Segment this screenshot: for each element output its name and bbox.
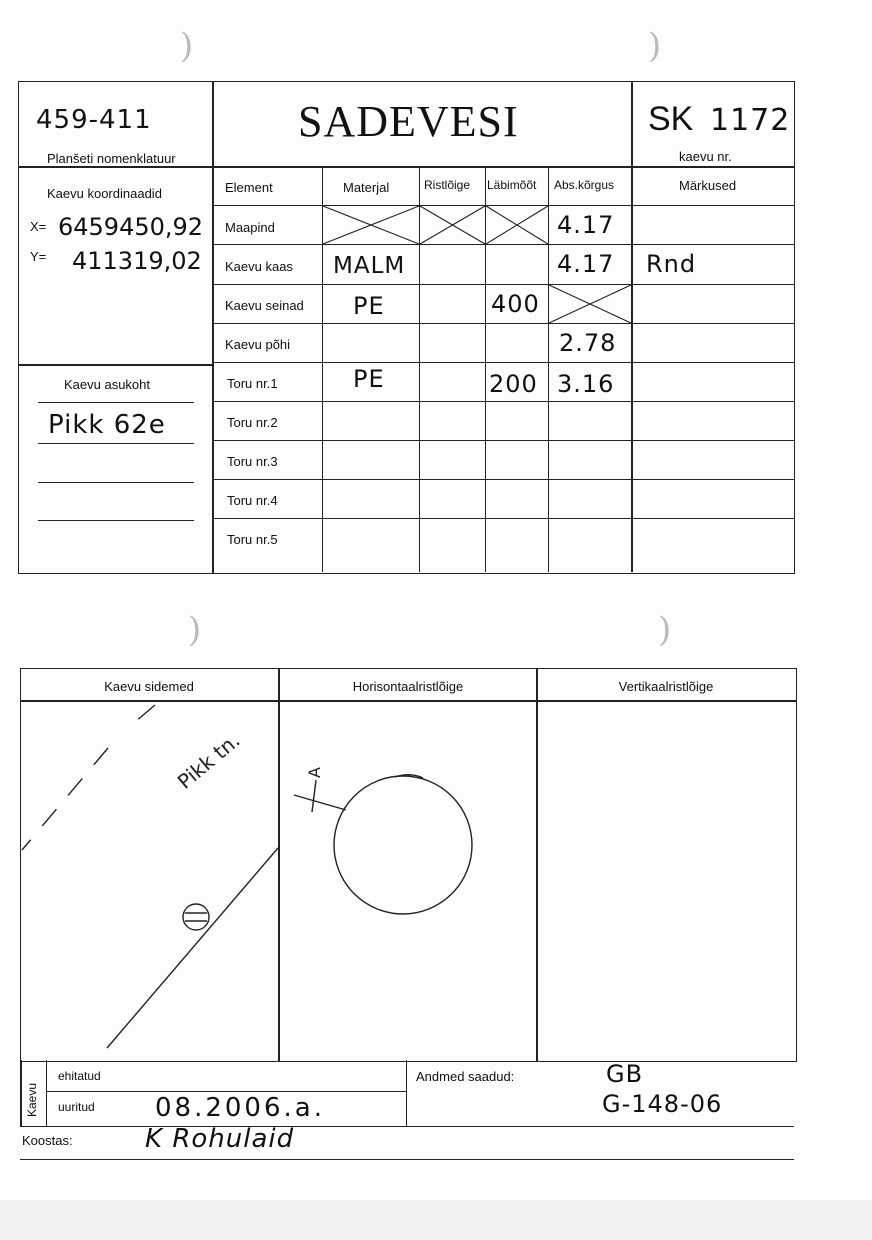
well-prefix: SK — [648, 100, 694, 138]
column-header-element: Element — [225, 180, 273, 195]
row-label: Toru nr.1 — [227, 376, 278, 391]
punch-hole-mark: ) — [180, 26, 194, 66]
author-label: Koostas: — [22, 1133, 73, 1148]
surveyed-value: 08.2006.a. — [155, 1093, 325, 1123]
row-label: Toru nr.5 — [227, 532, 278, 547]
row-label: Kaevu põhi — [225, 337, 291, 352]
page-title: SADEVESI — [298, 97, 519, 146]
data-source-value-1: GB — [606, 1060, 644, 1088]
row-label: Toru nr.3 — [227, 454, 278, 469]
cell-materjal: MALM — [333, 253, 406, 279]
cell-abs-korgus: 4.17 — [557, 211, 615, 239]
column-header-materjal: Materjal — [343, 180, 390, 195]
x-coordinate-label: X= — [30, 219, 47, 234]
well-number-value: 1172 — [710, 103, 791, 138]
punch-hole-mark: ) — [658, 610, 672, 650]
panel-label-vertical-section: Vertikaalristlõige — [618, 679, 714, 694]
row-label: Toru nr.2 — [227, 415, 278, 430]
punch-hole-mark: ) — [648, 26, 662, 66]
y-coordinate-label: Y= — [30, 249, 47, 264]
plan-number-label: Planšeti nomenklatuur — [47, 151, 176, 166]
cell-labimoot: 400 — [491, 290, 540, 318]
column-header-markused: Märkused — [679, 178, 737, 193]
scan-edge — [0, 1200, 872, 1240]
row-label: Toru nr.4 — [227, 493, 278, 508]
coordinates-label: Kaevu koordinaadid — [47, 186, 162, 201]
x-coordinate-value: 6459450,92 — [58, 213, 204, 241]
column-header-abs-korgus: Abs.kõrgus — [554, 178, 615, 192]
cell-abs-korgus: 4.17 — [557, 250, 615, 278]
built-label: ehitatud — [58, 1069, 101, 1083]
cell-materjal: PE — [353, 365, 385, 393]
panel-label-horizontal-section: Horisontaalristlõige — [352, 679, 464, 694]
y-coordinate-value: 411319,02 — [72, 247, 202, 275]
side-label: Kaevu — [25, 1082, 39, 1117]
column-header-labimoot: Läbimõõt — [487, 178, 537, 192]
location-label: Kaevu asukoht — [64, 377, 151, 392]
data-source-value-2: G-148-06 — [602, 1090, 723, 1118]
data-source-label: Andmed saadud: — [416, 1069, 515, 1084]
cell-abs-korgus: 2.78 — [559, 329, 617, 357]
row-label: Maapind — [225, 220, 275, 235]
street-label: Pikk tn. — [172, 728, 245, 794]
cell-markused: Rnd — [646, 250, 697, 278]
cell-labimoot: 200 — [489, 370, 538, 398]
row-label: Kaevu kaas — [225, 259, 293, 274]
plan-number-value: 459-411 — [36, 105, 152, 135]
location-value: Pikk 62e — [48, 410, 166, 440]
cell-abs-korgus: 3.16 — [557, 370, 615, 398]
author-signature: K Rohulaid — [145, 1124, 295, 1154]
surveyed-label: uuritud — [58, 1100, 95, 1114]
panel-label-connections: Kaevu sidemed — [104, 679, 194, 694]
section-marker: A — [305, 767, 324, 778]
punch-hole-mark: ) — [188, 610, 202, 650]
cell-materjal: PE — [353, 292, 385, 320]
well-number-label: kaevu nr. — [679, 149, 732, 164]
column-header-ristloige: Ristlõige — [424, 178, 471, 192]
row-label: Kaevu seinad — [225, 298, 304, 313]
